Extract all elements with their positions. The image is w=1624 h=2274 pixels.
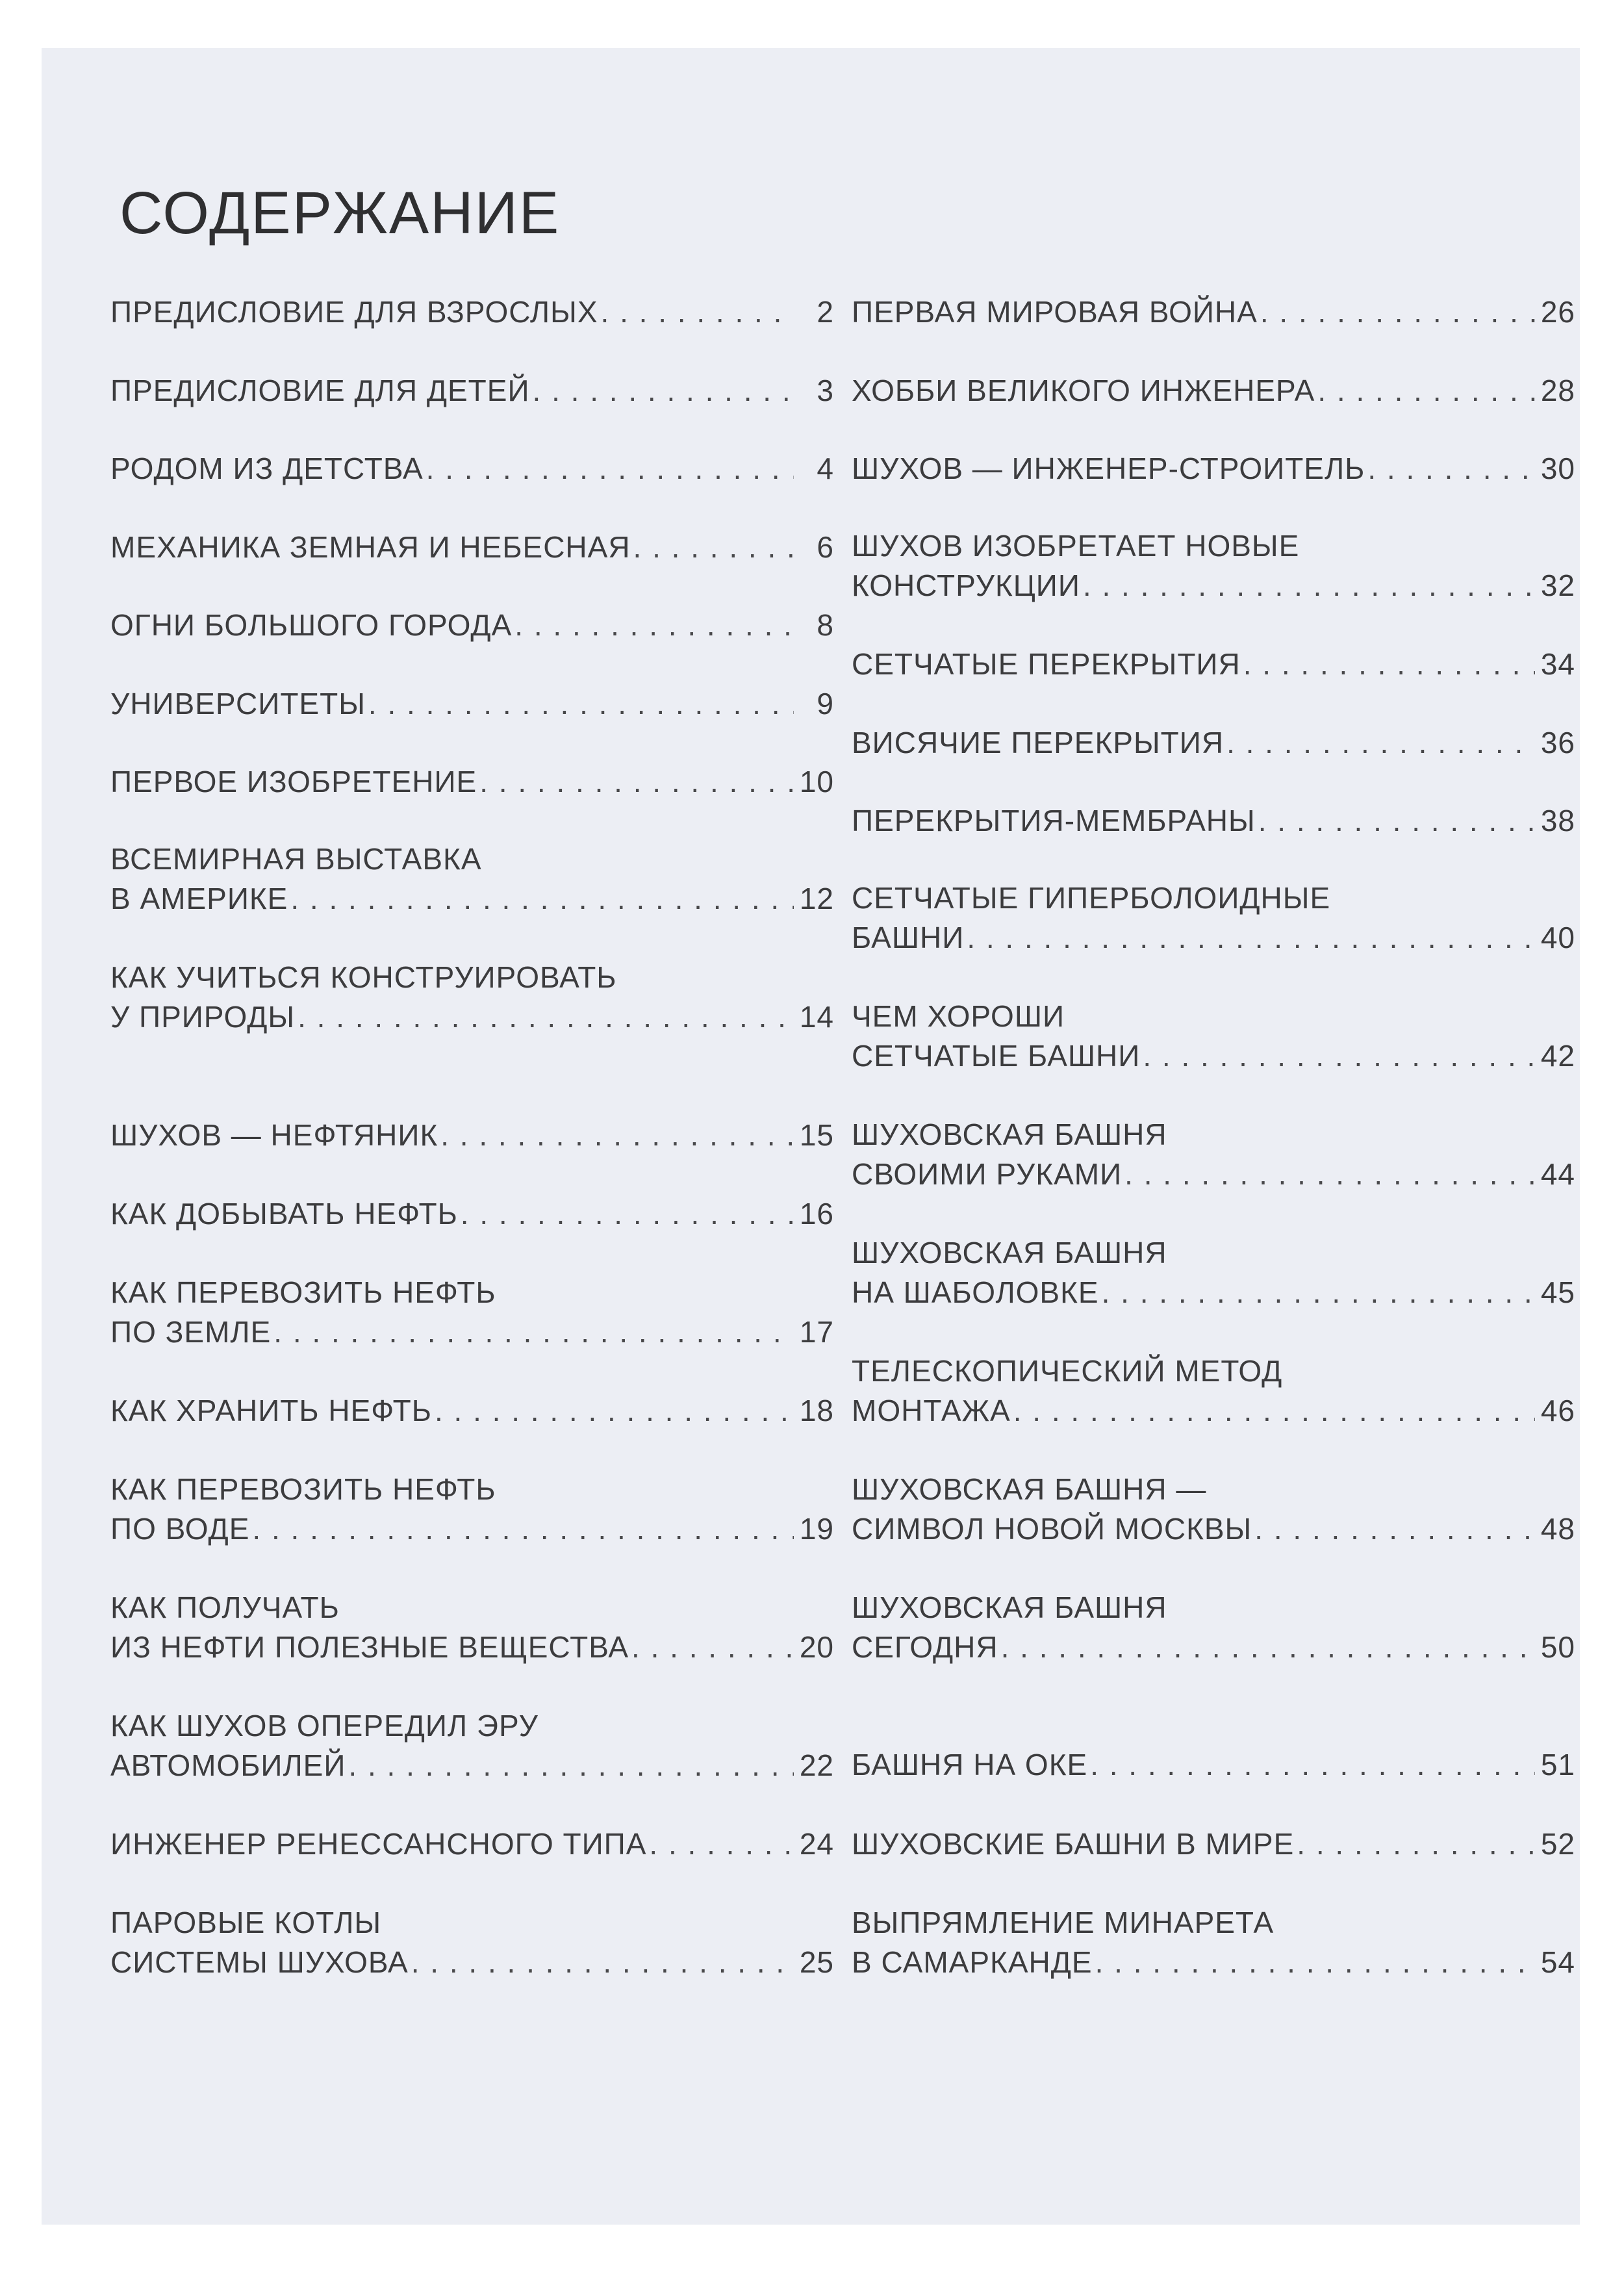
toc-page-number: 8 xyxy=(817,608,834,642)
toc-entry-title: ПЕРВАЯ МИРОВАЯ ВОЙНА xyxy=(852,295,1258,329)
toc-page-number: 44 xyxy=(1540,1157,1575,1191)
toc-entry[interactable] xyxy=(110,292,834,332)
toc-entry-title: ПРЕДИСЛОВИЕ ДЛЯ ВЗРОСЛЫХ xyxy=(110,295,598,329)
toc-entry[interactable] xyxy=(852,801,1575,841)
toc-page-number: 50 xyxy=(1540,1630,1575,1664)
toc-entry[interactable] xyxy=(852,1233,1575,1312)
toc-entry-title: АВТОМОБИЛЕЙ xyxy=(110,1748,346,1782)
toc-entry-title: ШУХОВ — ИНЖЕНЕР-СТРОИТЕЛЬ xyxy=(852,452,1365,485)
dot-leader xyxy=(533,371,794,411)
dot-leader xyxy=(1297,1824,1535,1864)
toc-entry-title: ШУХОВСКИЕ БАШНИ В МИРЕ xyxy=(852,1827,1295,1861)
dot-leader xyxy=(633,528,794,567)
toc-entry-title-line: ВСЕМИРНАЯ ВЫСТАВКА xyxy=(110,842,482,876)
toc-entry[interactable] xyxy=(110,1824,834,1864)
dot-leader xyxy=(649,1824,794,1864)
toc-entry[interactable] xyxy=(852,1824,1575,1864)
toc-page-number: 51 xyxy=(1540,1748,1575,1782)
dot-leader xyxy=(1226,723,1535,763)
toc-page-number: 32 xyxy=(1540,568,1575,602)
dot-leader xyxy=(348,1746,794,1785)
toc-entry[interactable] xyxy=(852,1351,1575,1431)
toc-entry[interactable] xyxy=(852,878,1575,958)
toc-entry[interactable] xyxy=(110,958,834,1037)
toc-page-number: 36 xyxy=(1540,726,1575,760)
toc-entry[interactable] xyxy=(110,449,834,489)
toc-entry[interactable] xyxy=(110,684,834,724)
toc-entry-title: В САМАРКАНДЕ xyxy=(852,1945,1093,1979)
toc-entry[interactable] xyxy=(110,1903,834,1982)
toc-entry-title: СЕГОДНЯ xyxy=(852,1630,998,1664)
toc-entry-title: У ПРИРОДЫ xyxy=(110,1000,296,1034)
toc-entry[interactable] xyxy=(852,1115,1575,1194)
page-title: СОДЕРЖАНИЕ xyxy=(120,180,561,246)
toc-entry-title: ПРЕДИСЛОВИЕ ДЛЯ ДЕТЕЙ xyxy=(110,374,530,407)
dot-leader xyxy=(1124,1155,1535,1194)
toc-entry-title: БАШНИ xyxy=(852,921,965,954)
toc-entry[interactable] xyxy=(110,1706,834,1785)
toc-entry-title-line: ПАРОВЫЕ КОТЛЫ xyxy=(110,1906,382,1939)
toc-entry[interactable] xyxy=(110,839,834,919)
toc-entry[interactable] xyxy=(110,1273,834,1352)
dot-leader xyxy=(1260,292,1535,332)
toc-entry-title: УНИВЕРСИТЕТЫ xyxy=(110,687,366,721)
toc-page-number: 30 xyxy=(1540,452,1575,485)
dot-leader xyxy=(435,1391,794,1431)
dot-leader xyxy=(290,879,794,919)
toc-entry[interactable] xyxy=(852,526,1575,606)
dot-leader xyxy=(411,1943,794,1982)
dot-leader xyxy=(1243,645,1535,684)
toc-page-number: 34 xyxy=(1540,647,1575,681)
toc-entry-title-line: ШУХОВСКАЯ БАШНЯ xyxy=(852,1236,1167,1270)
toc-page-number: 9 xyxy=(817,687,834,721)
toc-entry-title-line: ШУХОВСКАЯ БАШНЯ xyxy=(852,1591,1167,1624)
dot-leader xyxy=(967,918,1535,958)
toc-entry-title: ХОББИ ВЕЛИКОГО ИНЖЕНЕРА xyxy=(852,374,1315,407)
dot-leader xyxy=(1001,1628,1535,1667)
toc-entry[interactable] xyxy=(110,1588,834,1667)
toc-entry-title: МОНТАЖА xyxy=(852,1394,1011,1427)
toc-entry-title: СИМВОЛ НОВОЙ МОСКВЫ xyxy=(852,1512,1252,1546)
toc-entry-title: ПО ЗЕМЛЕ xyxy=(110,1315,272,1349)
toc-entry-title: ВИСЯЧИЕ ПЕРЕКРЫТИЯ xyxy=(852,726,1224,760)
toc-page xyxy=(42,48,1580,2225)
toc-page-number: 40 xyxy=(1540,921,1575,954)
toc-entry-title: ИЗ НЕФТИ ПОЛЕЗНЫЕ ВЕЩЕСТВА xyxy=(110,1630,629,1664)
toc-entry[interactable] xyxy=(852,1903,1575,1982)
dot-leader xyxy=(601,292,794,332)
toc-entry[interactable] xyxy=(110,1391,834,1431)
toc-page-number: 38 xyxy=(1540,804,1575,837)
toc-page-number: 46 xyxy=(1540,1394,1575,1427)
toc-entry-title-line: КАК ПЕРЕВОЗИТЬ НЕФТЬ xyxy=(110,1472,496,1506)
toc-entry-title-line: ШУХОВСКАЯ БАШНЯ xyxy=(852,1118,1167,1151)
toc-entry-title-line: ШУХОВСКАЯ БАШНЯ — xyxy=(852,1472,1207,1506)
toc-page-number: 25 xyxy=(799,1945,834,1979)
dot-leader xyxy=(1258,801,1535,841)
toc-entry[interactable] xyxy=(852,997,1575,1076)
toc-entry[interactable] xyxy=(110,1470,834,1549)
toc-entry-title-line: КАК ПЕРЕВОЗИТЬ НЕФТЬ xyxy=(110,1275,496,1309)
toc-page-number: 42 xyxy=(1540,1039,1575,1073)
toc-page-number: 48 xyxy=(1540,1512,1575,1546)
toc-page-number: 52 xyxy=(1540,1827,1575,1861)
toc-entry-title: КОНСТРУКЦИИ xyxy=(852,568,1080,602)
toc-page-number: 26 xyxy=(1540,295,1575,329)
dot-leader xyxy=(368,684,794,724)
toc-entry-title: СВОИМИ РУКАМИ xyxy=(852,1157,1123,1191)
toc-entry-title: МЕХАНИКА ЗЕМНАЯ И НЕБЕСНАЯ xyxy=(110,530,631,564)
toc-entry[interactable] xyxy=(852,723,1575,763)
toc-entry-title: КАК ДОБЫВАТЬ НЕФТЬ xyxy=(110,1197,458,1231)
toc-page-number: 10 xyxy=(799,765,834,798)
toc-page-number: 3 xyxy=(817,374,834,407)
toc-entry-title: ОГНИ БОЛЬШОГО ГОРОДА xyxy=(110,608,513,642)
toc-entry[interactable] xyxy=(110,371,834,411)
dot-leader xyxy=(426,449,794,489)
dot-leader xyxy=(1095,1943,1535,1982)
dot-leader xyxy=(1013,1391,1535,1431)
toc-entry[interactable] xyxy=(852,292,1575,332)
toc-entry-title-line: ЧЕМ ХОРОШИ xyxy=(852,999,1065,1033)
toc-entry-title: СЕТЧАТЫЕ ПЕРЕКРЫТИЯ xyxy=(852,647,1241,681)
toc-entry-title: ПО ВОДЕ xyxy=(110,1512,250,1546)
toc-entry-title-line: КАК ШУХОВ ОПЕРЕДИЛ ЭРУ xyxy=(110,1709,539,1743)
toc-entry-title: БАШНЯ НА ОКЕ xyxy=(852,1748,1088,1782)
toc-page-number: 24 xyxy=(799,1827,834,1861)
toc-page-number: 18 xyxy=(799,1394,834,1427)
dot-leader xyxy=(1254,1509,1535,1549)
dot-leader xyxy=(461,1194,794,1234)
toc-entry-title-line: ТЕЛЕСКОПИЧЕСКИЙ МЕТОД xyxy=(852,1354,1283,1388)
dot-leader xyxy=(1102,1273,1535,1312)
dot-leader xyxy=(273,1312,794,1352)
dot-leader xyxy=(514,606,794,645)
toc-entry-title-line: ШУХОВ ИЗОБРЕТАЕТ НОВЫЕ xyxy=(852,529,1300,563)
toc-page-number: 2 xyxy=(817,295,834,329)
toc-page-number: 17 xyxy=(799,1315,834,1349)
toc-page-number: 22 xyxy=(799,1748,834,1782)
dot-leader xyxy=(1317,371,1535,411)
toc-entry-title: ШУХОВ — НЕФТЯНИК xyxy=(110,1118,438,1152)
toc-page-number: 28 xyxy=(1540,374,1575,407)
toc-entry[interactable] xyxy=(852,371,1575,411)
dot-leader xyxy=(1090,1745,1535,1785)
dot-leader xyxy=(1083,566,1535,606)
dot-leader xyxy=(631,1628,794,1667)
toc-page-number: 4 xyxy=(817,452,834,485)
toc-entry[interactable] xyxy=(852,1588,1575,1667)
dot-leader xyxy=(298,997,794,1037)
toc-entry[interactable] xyxy=(852,449,1575,489)
toc-entry-title-line: СЕТЧАТЫЕ ГИПЕРБОЛОИДНЫЕ xyxy=(852,881,1331,915)
toc-entry-title: СЕТЧАТЫЕ БАШНИ xyxy=(852,1039,1141,1073)
toc-page-number: 19 xyxy=(799,1512,834,1546)
toc-page-number: 12 xyxy=(799,882,834,915)
toc-entry-title: ИНЖЕНЕР РЕНЕССАНСНОГО ТИПА xyxy=(110,1827,647,1861)
toc-entry[interactable] xyxy=(852,1470,1575,1549)
dot-leader xyxy=(479,762,794,802)
toc-entry-title: РОДОМ ИЗ ДЕТСТВА xyxy=(110,452,424,485)
toc-page-number: 14 xyxy=(799,1000,834,1034)
dot-leader xyxy=(252,1509,794,1549)
toc-entry[interactable] xyxy=(110,762,834,802)
toc-entry[interactable] xyxy=(110,528,834,567)
toc-page-number: 20 xyxy=(799,1630,834,1664)
toc-entry-title: ПЕРЕКРЫТИЯ-МЕМБРАНЫ xyxy=(852,804,1256,837)
dot-leader xyxy=(1367,449,1535,489)
toc-page-number: 45 xyxy=(1540,1275,1575,1309)
dot-leader xyxy=(1143,1036,1535,1076)
toc-entry[interactable] xyxy=(852,645,1575,684)
toc-entry-title: В АМЕРИКЕ xyxy=(110,882,288,915)
toc-page-number: 16 xyxy=(799,1197,834,1231)
toc-entry-title-line: ВЫПРЯМЛЕНИЕ МИНАРЕТА xyxy=(852,1906,1275,1939)
toc-entry-title: КАК ХРАНИТЬ НЕФТЬ xyxy=(110,1394,432,1427)
toc-entry-title-line: КАК ПОЛУЧАТЬ xyxy=(110,1591,340,1624)
toc-entry[interactable] xyxy=(110,1194,834,1234)
toc-entry-title: СИСТЕМЫ ШУХОВА xyxy=(110,1945,409,1979)
toc-page-number: 54 xyxy=(1540,1945,1575,1979)
toc-entry[interactable] xyxy=(110,606,834,645)
toc-entry[interactable] xyxy=(110,1116,834,1155)
dot-leader xyxy=(440,1116,794,1155)
toc-entry-title: НА ШАБОЛОВКЕ xyxy=(852,1275,1099,1309)
toc-entry[interactable] xyxy=(852,1745,1575,1785)
toc-entry-title-line: КАК УЧИТЬСЯ КОНСТРУИРОВАТЬ xyxy=(110,960,617,994)
toc-page-number: 15 xyxy=(799,1118,834,1152)
toc-page-number: 6 xyxy=(817,530,834,564)
toc-entry-title: ПЕРВОЕ ИЗОБРЕТЕНИЕ xyxy=(110,765,477,798)
